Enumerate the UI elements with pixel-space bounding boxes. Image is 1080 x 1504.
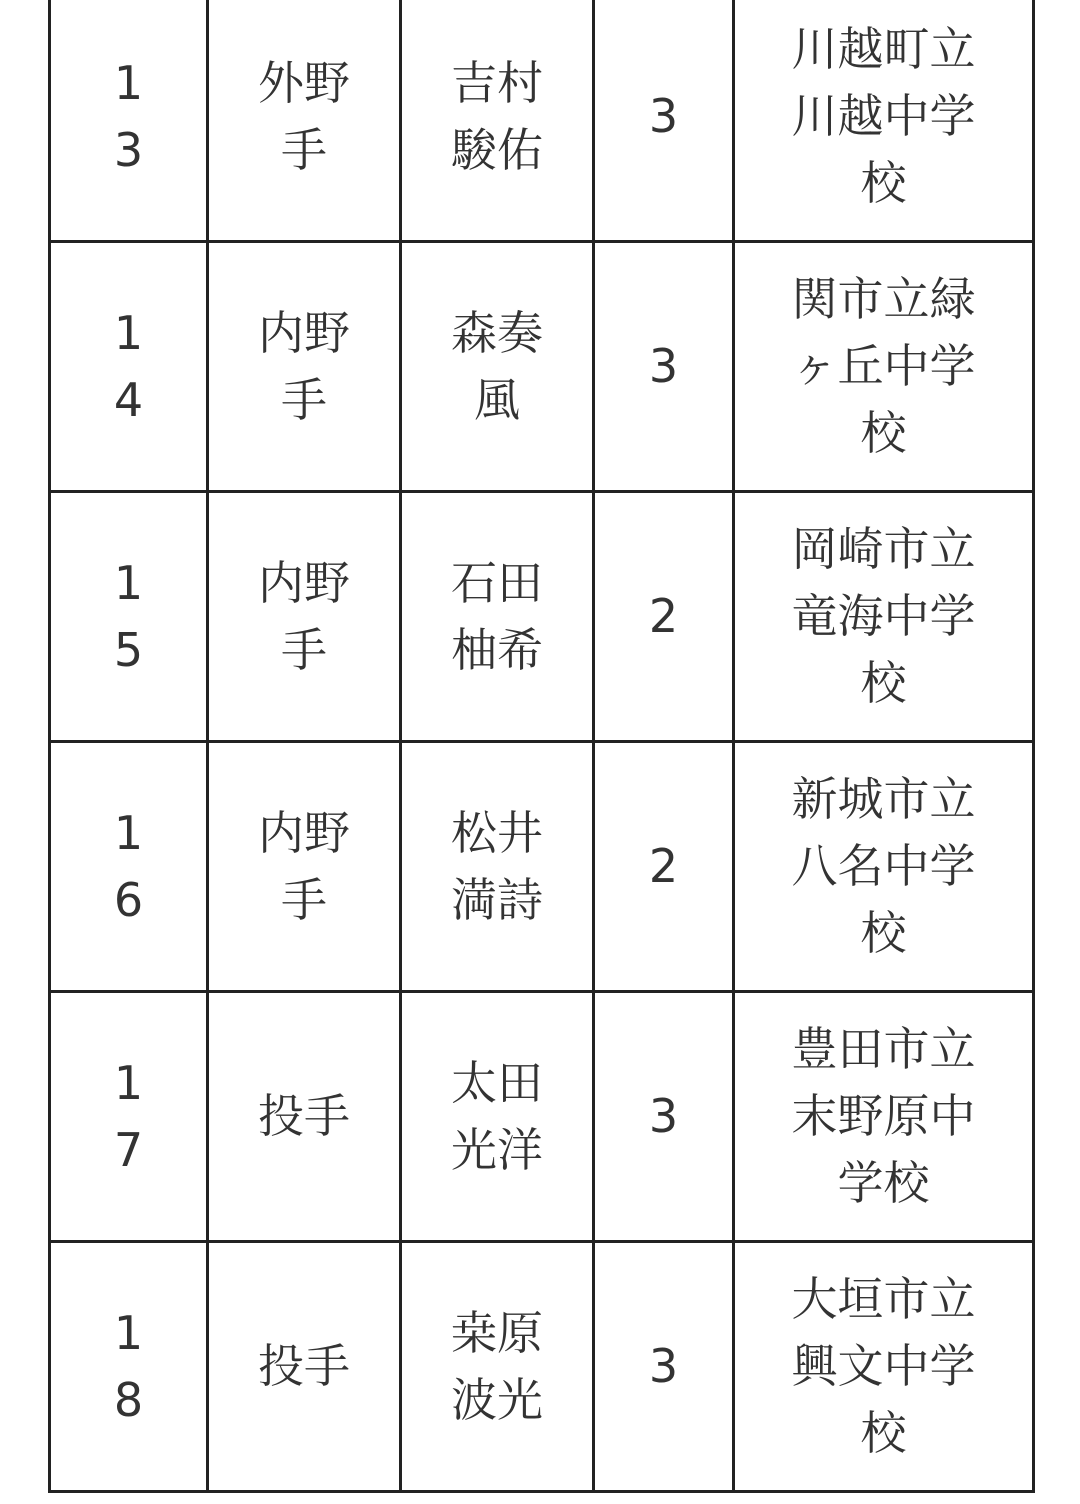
table-row	[50, 742, 1034, 992]
player-position: 内野 手	[208, 242, 401, 492]
player-number: 1 3	[50, 0, 208, 242]
player-position: 投手	[208, 992, 401, 1242]
player-position: 内野 手	[208, 492, 401, 742]
player-number: 1 8	[50, 1242, 208, 1492]
player-school: 大垣市立 興文中学 校	[734, 1242, 1034, 1492]
player-school: 関市立緑 ヶ丘中学 校	[734, 242, 1034, 492]
player-number: 1 4	[50, 242, 208, 492]
player-number: 1 5	[50, 492, 208, 742]
player-school: 岡崎市立 竜海中学 校	[734, 492, 1034, 742]
player-school: 新城市立 八名中学 校	[734, 742, 1034, 992]
table-row	[50, 992, 1034, 1242]
player-grade: 3	[594, 992, 734, 1242]
player-position: 投手	[208, 1242, 401, 1492]
player-position: 内野 手	[208, 742, 401, 992]
player-grade: 3	[594, 242, 734, 492]
player-school: 川越町立 川越中学 校	[734, 0, 1034, 242]
player-name: 森奏 風	[401, 242, 594, 492]
player-name: 桒原 波光	[401, 1242, 594, 1492]
table-row	[50, 492, 1034, 742]
player-name: 吉村 駿佑	[401, 0, 594, 242]
player-number: 1 7	[50, 992, 208, 1242]
roster-table	[48, 0, 1035, 1493]
player-name: 太田 光洋	[401, 992, 594, 1242]
player-grade: 3	[594, 1242, 734, 1492]
table-row	[50, 242, 1034, 492]
player-position: 外野 手	[208, 0, 401, 242]
table-row	[50, 1242, 1034, 1492]
player-name: 石田 柚希	[401, 492, 594, 742]
table-row	[50, 0, 1034, 242]
player-grade: 3	[594, 0, 734, 242]
player-grade: 2	[594, 742, 734, 992]
player-name: 松井 満詩	[401, 742, 594, 992]
player-school: 豊田市立 末野原中 学校	[734, 992, 1034, 1242]
player-grade: 2	[594, 492, 734, 742]
player-number: 1 6	[50, 742, 208, 992]
